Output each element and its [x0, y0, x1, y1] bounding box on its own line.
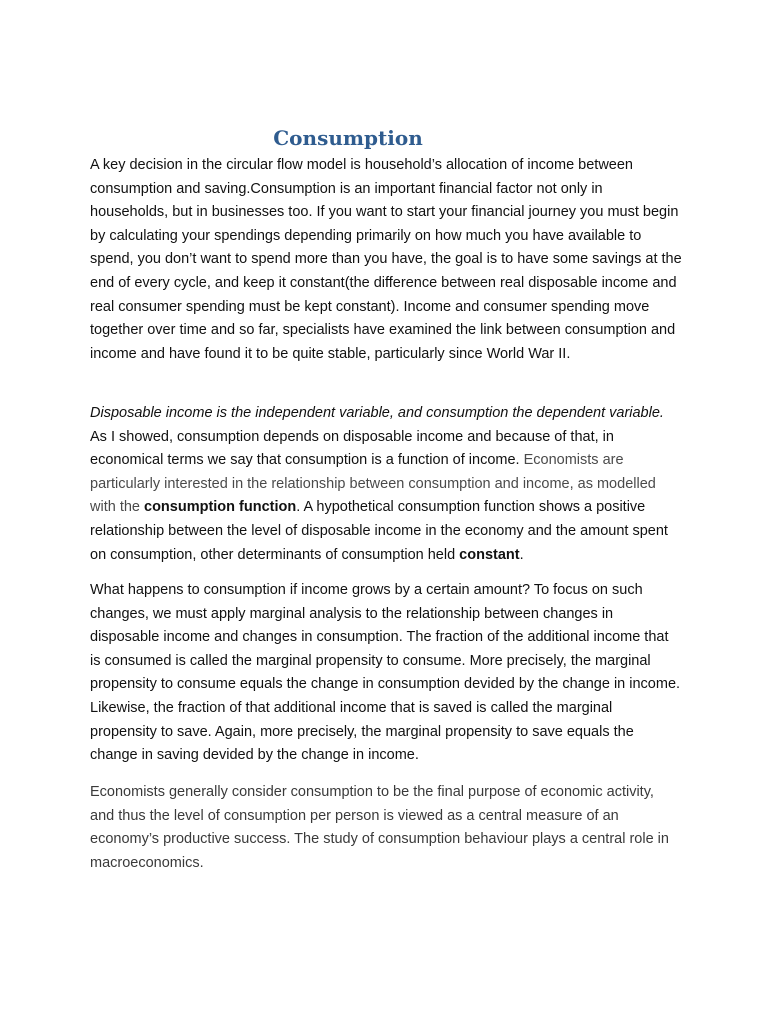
paragraph-conclusion: Economists generally consider consumption to be the final purpose of economic activity, and thus the level of consumption per person is viewed as a central measure of an economy’s productive success. The study of consumption behaviour plays a central role in macroeconomics. [90, 784, 669, 871]
bold-term-consumption-function: consumption function [144, 499, 297, 516]
paragraph-text: Economists are particularly interested in the relationship between consumption and income, as modelled with the [90, 452, 656, 516]
paragraph-consumption-function [90, 402, 682, 567]
paragraph-text: . [519, 546, 524, 563]
bold-term-constant: constant [459, 546, 520, 563]
paragraph-intro: A key decision in the circular flow model is household’s allocation of income between consumption and saving.Consumption is an important financial factor not only in households, but in businesses too. If you want to start your financial journey you must begin by calculating your spendings depending primarily on how much you have available to spend, you don’t want to spend more than you have, the goal is to have some savings at the end of every cycle, and keep it constant(the difference between real disposable income and real consumer spending must be kept constant). Income and consumer spending move together over time and so far, specialists have examined the link between consumption and income and have found it to be quite stable, particularly since World War II. [90, 157, 682, 362]
paragraph-text: As I showed, consumption depends on disposable income and because of that, in economical terms we say that consumption is a function of income. [90, 428, 614, 469]
paragraph-text: . A hypothetical consumption function shows a positive relationship between the level of disposable income in the economy and the amount spent on consumption, other determinants of consumption held [90, 499, 668, 563]
paragraph-marginal-propensity: What happens to consumption if income grows by a certain amount? To focus on such changes, we must apply marginal analysis to the relationship between changes in disposable income and changes in consumption. The fraction of the additional income that is consumed is called the marginal propensity to consume. More precisely, the marginal propensity to consume equals the change in consumption devided by the change in income. Likewise, the fraction of that additional income that is saved is called the marginal propensity to save. Again, more precisely, the marginal propensity to save equals the change in saving devided by the change in income. [90, 582, 681, 764]
italic-lead-sentence: Disposable income is the independent variable, and consumption the dependent variable. [90, 405, 664, 421]
page-title: Consumption [273, 126, 423, 150]
